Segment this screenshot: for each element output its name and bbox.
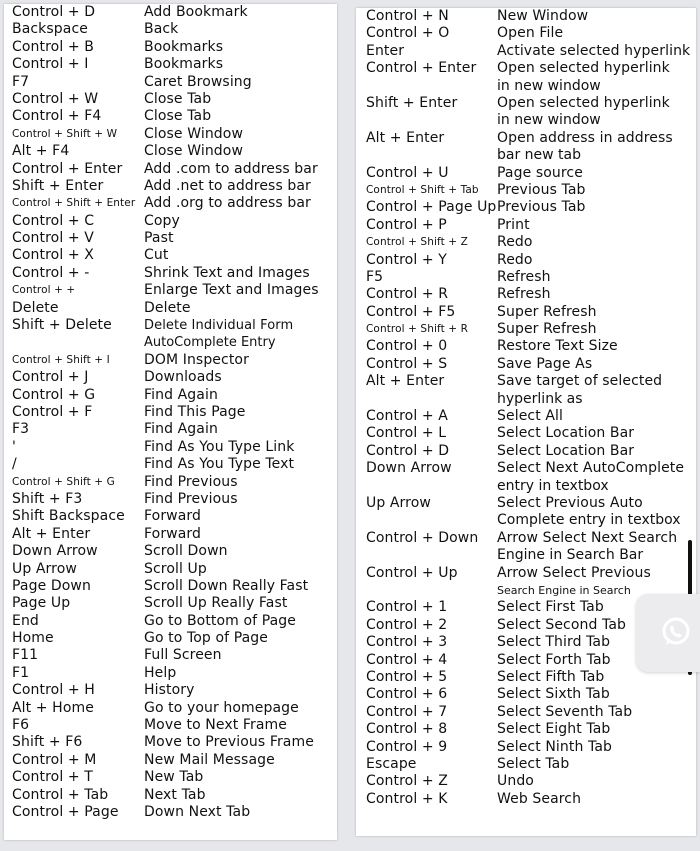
shortcut-key: Control + Y — [366, 251, 447, 268]
shortcut-row — [356, 269, 696, 286]
shortcut-key: Up Arrow — [366, 495, 431, 512]
shortcut-key: Control + F — [12, 404, 93, 420]
shortcut-description: New Window — [497, 8, 589, 24]
shortcut-key: Control + 3 — [366, 634, 448, 651]
shortcut-row — [4, 561, 337, 578]
shortcut-description: Close Window — [144, 143, 243, 160]
shortcut-key: Control + Down — [366, 529, 479, 546]
shortcut-description: Back — [144, 21, 179, 38]
shortcut-description: DOM Inspector — [144, 351, 249, 368]
shortcut-description: Scroll Up — [144, 560, 207, 577]
shortcut-row — [4, 474, 337, 491]
shortcut-description: Add .org to address bar — [144, 195, 311, 212]
shortcut-key: Control + W — [12, 90, 99, 107]
shortcut-key: Control + Page Up — [366, 199, 497, 216]
shortcut-row — [356, 182, 696, 199]
shortcut-key: Control + H — [12, 682, 95, 699]
shortcut-row — [4, 682, 337, 699]
shortcut-key: Control + Up — [366, 564, 458, 581]
shortcut-key: Control + Shift + W — [12, 127, 118, 140]
shortcut-description: Refresh — [497, 286, 551, 303]
shortcut-key: Delete — [12, 299, 59, 316]
shortcut-row — [4, 161, 337, 178]
shortcut-description: New Mail Message — [144, 751, 275, 768]
shortcut-row — [4, 230, 337, 247]
shortcut-description: Find As You Type Link — [144, 438, 295, 455]
shortcut-key: Control + 4 — [366, 651, 448, 668]
shortcut-row — [356, 791, 696, 808]
shortcut-key: F11 — [12, 647, 39, 664]
shortcut-row — [4, 630, 337, 647]
shortcut-key: End — [12, 612, 39, 629]
shortcut-description: Select Eight Tab — [497, 721, 611, 738]
shortcut-key: Control + X — [12, 247, 94, 264]
shortcut-row — [4, 126, 337, 143]
shortcut-key: ' — [12, 438, 16, 455]
shortcut-key: Control + 1 — [366, 599, 448, 616]
shortcut-description: Arrow Select Previous — [497, 564, 651, 581]
shortcut-row — [356, 25, 696, 42]
shortcut-description: Previous Tab — [497, 181, 586, 198]
shortcut-description: Select Next AutoComplete — [497, 460, 685, 477]
shortcut-row — [4, 491, 337, 508]
shortcut-description-continued: hyperlink as — [497, 390, 583, 407]
shortcut-description: Select Tab — [497, 755, 570, 772]
shortcut-row — [356, 460, 696, 495]
shortcut-key: Shift + F6 — [12, 734, 83, 751]
shortcut-row — [4, 317, 337, 352]
shortcut-description: Activate selected hyperlink — [497, 42, 691, 59]
shortcut-key: Control + 7 — [366, 703, 448, 720]
shortcut-row — [356, 8, 696, 25]
shortcut-list-right — [356, 8, 696, 836]
shortcut-key: Shift + Enter — [12, 177, 104, 194]
shortcut-key: Control + K — [366, 790, 448, 807]
shortcut-key: Control + Tab — [12, 786, 109, 803]
shortcut-key: Control + 9 — [366, 738, 448, 755]
shortcut-row — [356, 252, 696, 269]
shortcut-key: Control + Page — [12, 803, 119, 820]
shortcut-row — [4, 178, 337, 195]
shortcut-key: Control + - — [12, 264, 90, 281]
shortcut-row — [4, 352, 337, 369]
shortcut-row — [4, 700, 337, 717]
shortcut-key: Alt + Enter — [366, 129, 445, 146]
shortcut-description: Open address in address — [497, 129, 673, 146]
shortcut-key: Control + G — [12, 386, 96, 403]
shortcut-description: Open File — [497, 25, 564, 42]
shortcut-description: Select Previous Auto — [497, 495, 643, 512]
shortcut-key: / — [12, 456, 17, 473]
shortcut-key: Control + N — [366, 8, 449, 24]
shortcut-description: Select Ninth Tab — [497, 738, 612, 755]
shortcut-key: Control + A — [366, 408, 448, 425]
shortcut-row — [4, 195, 337, 212]
shortcut-row — [4, 665, 337, 682]
shortcut-description: Delete Individual Form — [144, 318, 294, 334]
shortcut-row — [356, 773, 696, 790]
shortcut-description: Add Bookmark — [144, 4, 248, 20]
shortcut-row — [4, 4, 337, 21]
shortcut-key: Alt + Home — [12, 699, 94, 716]
shortcut-key: Control + Shift + G — [12, 475, 115, 488]
shortcut-description: Scroll Up Really Fast — [144, 595, 288, 612]
shortcut-description: New Tab — [144, 769, 204, 786]
shortcut-description: Super Refresh — [497, 303, 597, 320]
shortcut-description: Move to Next Frame — [144, 717, 287, 734]
shortcut-key: Control + F4 — [12, 108, 102, 125]
shortcut-description: Find This Page — [144, 404, 246, 420]
shortcut-row — [4, 595, 337, 612]
shortcut-description: Arrow Select Next Search — [497, 529, 678, 546]
shortcut-key: Control + + — [12, 284, 76, 297]
shortcut-row — [4, 456, 337, 473]
shortcut-row — [4, 804, 337, 821]
shortcut-key: Page Up — [12, 595, 71, 612]
shortcut-row — [356, 286, 696, 303]
shortcut-row — [356, 704, 696, 721]
shortcut-row — [356, 495, 696, 530]
shortcut-row — [4, 21, 337, 38]
shortcut-key: Alt + F4 — [12, 143, 70, 160]
shortcut-description: Select Second Tab — [497, 616, 627, 633]
shortcut-description: Cut — [144, 247, 169, 264]
shortcut-key: Home — [12, 630, 54, 647]
shortcut-key: Control + R — [366, 286, 449, 303]
shortcut-key: Shift + Enter — [366, 94, 458, 111]
shortcut-row — [4, 282, 337, 299]
shortcut-description: Find Previous — [144, 473, 238, 490]
shortcut-key: Control + Shift + Tab — [366, 183, 479, 196]
shortcut-key: Control + V — [12, 230, 94, 247]
shortcut-description: Go to Top of Page — [144, 630, 268, 647]
shortcut-key: F5 — [366, 268, 384, 285]
shortcut-list-left — [4, 4, 337, 840]
shortcut-key: Shift + F3 — [12, 490, 83, 507]
shortcut-key: Alt + Enter — [12, 525, 91, 542]
shortcut-description: Print — [497, 216, 530, 233]
shortcut-description: Go to your homepage — [144, 699, 299, 716]
shortcut-key: Control + U — [366, 164, 449, 181]
shortcut-key: Control + O — [366, 25, 450, 42]
shortcut-description-continued: Engine in Search Bar — [497, 547, 644, 564]
shortcut-description: Select All — [497, 408, 563, 425]
shortcut-key: Control + 5 — [366, 668, 448, 685]
shortcut-row — [356, 43, 696, 60]
shortcut-description: Super Refresh — [497, 321, 597, 338]
shortcut-key: Control + 8 — [366, 721, 448, 738]
shortcut-description: Full Screen — [144, 647, 222, 664]
shortcut-key: Control + C — [12, 212, 95, 229]
shortcut-description: Restore Text Size — [497, 338, 618, 355]
shortcut-key: Control + Enter — [12, 160, 123, 177]
shortcut-key: Up Arrow — [12, 560, 77, 577]
shortcut-row — [356, 356, 696, 373]
shortcut-description: Redo — [497, 234, 533, 251]
shortcut-description-continued: in new window — [497, 77, 601, 94]
shortcut-description: Downloads — [144, 369, 222, 386]
shortcut-key: F6 — [12, 717, 30, 734]
shortcut-description: Open selected hyperlink — [497, 60, 670, 77]
shortcut-row — [4, 387, 337, 404]
shortcut-description: Previous Tab — [497, 199, 586, 216]
shortcut-key: Shift Backspace — [12, 508, 125, 525]
shortcut-row — [4, 734, 337, 751]
shortcut-row — [4, 787, 337, 804]
shortcut-row — [4, 369, 337, 386]
shortcut-row — [4, 213, 337, 230]
shortcut-row — [356, 373, 696, 408]
shortcut-row — [4, 439, 337, 456]
shortcut-description: Go to Bottom of Page — [144, 612, 297, 629]
shortcut-description: Caret Browsing — [144, 73, 252, 90]
shortcut-description: Open selected hyperlink — [497, 94, 670, 111]
shortcut-description: Select Seventh Tab — [497, 703, 633, 720]
shortcut-key: Control + Shift + R — [366, 323, 468, 336]
shortcut-key: Control + J — [12, 369, 89, 386]
shortcut-row — [4, 526, 337, 543]
shortcut-description: History — [144, 682, 195, 699]
shortcut-description-continued: in new window — [497, 112, 601, 129]
shortcut-row — [4, 421, 337, 438]
shortcut-key: Enter — [366, 42, 405, 59]
shortcut-row — [4, 769, 337, 786]
shortcut-key: Control + Enter — [366, 60, 477, 77]
shortcut-row — [356, 234, 696, 251]
shortcut-description: Forward — [144, 508, 202, 525]
shortcut-row — [4, 613, 337, 630]
shortcut-key: Control + L — [366, 425, 447, 442]
chat-button[interactable] — [636, 594, 700, 672]
shortcut-key: Control + 6 — [366, 686, 448, 703]
shortcut-row — [4, 404, 337, 421]
shortcut-description: Select Location Bar — [497, 442, 635, 459]
shortcut-description: Scroll Down — [144, 543, 228, 560]
shortcut-description: Bookmarks — [144, 38, 224, 55]
shortcut-row — [4, 265, 337, 282]
shortcut-row — [4, 508, 337, 525]
shortcut-description: Close Window — [144, 125, 243, 142]
shortcut-description-continued: AutoComplete Entry — [144, 335, 276, 351]
shortcut-description: Past — [144, 230, 174, 247]
shortcut-key: F7 — [12, 73, 30, 90]
shortcut-key: Control + S — [366, 355, 448, 372]
shortcut-row — [4, 300, 337, 317]
shortcut-description: Enlarge Text and Images — [144, 282, 319, 299]
shortcut-row — [356, 199, 696, 216]
shortcut-description: Delete — [144, 299, 191, 316]
shortcut-row — [356, 304, 696, 321]
shortcut-row — [4, 143, 337, 160]
shortcut-description: Find Again — [144, 421, 218, 438]
shortcut-description: Down Next Tab — [144, 803, 251, 820]
shortcut-key: Down Arrow — [366, 460, 452, 477]
shortcut-key: Escape — [366, 755, 417, 772]
shortcut-description-continued: Complete entry in textbox — [497, 512, 681, 529]
shortcut-key: Control + I — [12, 56, 89, 73]
shortcut-row — [4, 247, 337, 264]
shortcut-description: Find Previous — [144, 490, 238, 507]
shortcut-row — [356, 338, 696, 355]
shortcut-row — [356, 756, 696, 773]
shortcut-key: Control + P — [366, 216, 447, 233]
shortcut-description: Select First Tab — [497, 599, 604, 616]
shortcut-description: Select Forth Tab — [497, 651, 611, 668]
shortcut-row — [4, 543, 337, 560]
shortcut-description: Close Tab — [144, 90, 212, 107]
shortcut-description: Help — [144, 664, 177, 681]
shortcut-key: Control + B — [12, 38, 94, 55]
shortcut-description: Forward — [144, 525, 202, 542]
shortcut-row — [356, 425, 696, 442]
shortcut-row — [356, 165, 696, 182]
shortcut-description: Shrink Text and Images — [144, 264, 310, 281]
shortcut-description: Page source — [497, 164, 583, 181]
whatsapp-icon — [660, 616, 692, 648]
shortcut-row — [356, 443, 696, 460]
shortcut-description: Bookmarks — [144, 56, 224, 73]
shortcut-description: Close Tab — [144, 108, 212, 125]
shortcut-row — [356, 739, 696, 756]
shortcut-description: Save Page As — [497, 355, 593, 372]
shortcut-description: Refresh — [497, 268, 551, 285]
shortcut-row — [356, 130, 696, 165]
shortcut-row — [4, 108, 337, 125]
shortcut-description: Save target of selected — [497, 373, 663, 390]
shortcut-row — [4, 717, 337, 734]
shortcut-row — [4, 91, 337, 108]
shortcut-key: Shift + Delete — [12, 317, 112, 334]
shortcut-key: Backspace — [12, 21, 88, 38]
shortcut-description: Select Fifth Tab — [497, 668, 605, 685]
shortcut-key: F1 — [12, 664, 30, 681]
shortcut-key: Alt + Enter — [366, 373, 445, 390]
shortcut-row — [356, 95, 696, 130]
shortcut-row — [356, 321, 696, 338]
shortcut-description-continued: Search Engine in Search — [497, 584, 631, 597]
shortcut-row — [356, 530, 696, 565]
shortcut-row — [4, 752, 337, 769]
shortcut-key: Control + Z — [366, 773, 448, 790]
shortcut-key: Control + D — [366, 442, 450, 459]
shortcut-key: Control + 0 — [366, 338, 448, 355]
shortcut-row — [4, 578, 337, 595]
shortcut-key: Down Arrow — [12, 543, 98, 560]
shortcut-key: Control + M — [12, 751, 97, 768]
shortcut-description-continued: bar new tab — [497, 147, 582, 164]
shortcut-row — [356, 60, 696, 95]
shortcut-key: Control + D — [12, 4, 96, 20]
shortcut-description: Undo — [497, 773, 534, 790]
shortcut-key: Control + T — [12, 769, 93, 786]
shortcut-key: Page Down — [12, 577, 91, 594]
shortcut-key: Control + 2 — [366, 616, 448, 633]
shortcut-description: Redo — [497, 251, 533, 268]
shortcut-description: Add .net to address bar — [144, 177, 311, 194]
shortcut-row — [356, 721, 696, 738]
shortcut-description: Add .com to address bar — [144, 160, 318, 177]
shortcut-description: Find Again — [144, 386, 218, 403]
shortcut-key: Control + Shift + Enter — [12, 197, 136, 210]
shortcut-description: Next Tab — [144, 786, 206, 803]
shortcut-description: Select Third Tab — [497, 634, 611, 651]
shortcut-description: Web Search — [497, 790, 582, 807]
shortcut-description: Move to Previous Frame — [144, 734, 314, 751]
shortcut-description: Find As You Type Text — [144, 456, 295, 473]
shortcut-row — [356, 686, 696, 703]
shortcut-row — [4, 74, 337, 91]
shortcut-key: Control + F5 — [366, 303, 456, 320]
shortcut-row — [4, 56, 337, 73]
shortcut-row — [4, 39, 337, 56]
shortcut-description: Select Sixth Tab — [497, 686, 610, 703]
shortcut-description: Scroll Down Really Fast — [144, 577, 309, 594]
shortcut-description-continued: entry in textbox — [497, 477, 609, 494]
shortcut-description: Copy — [144, 212, 180, 229]
shortcut-row — [4, 647, 337, 664]
shortcut-row — [356, 217, 696, 234]
shortcut-description: Select Location Bar — [497, 425, 635, 442]
shortcut-key: F3 — [12, 421, 30, 438]
shortcut-row — [356, 408, 696, 425]
shortcut-key: Control + Shift + Z — [366, 236, 468, 249]
shortcut-key: Control + Shift + I — [12, 353, 110, 366]
